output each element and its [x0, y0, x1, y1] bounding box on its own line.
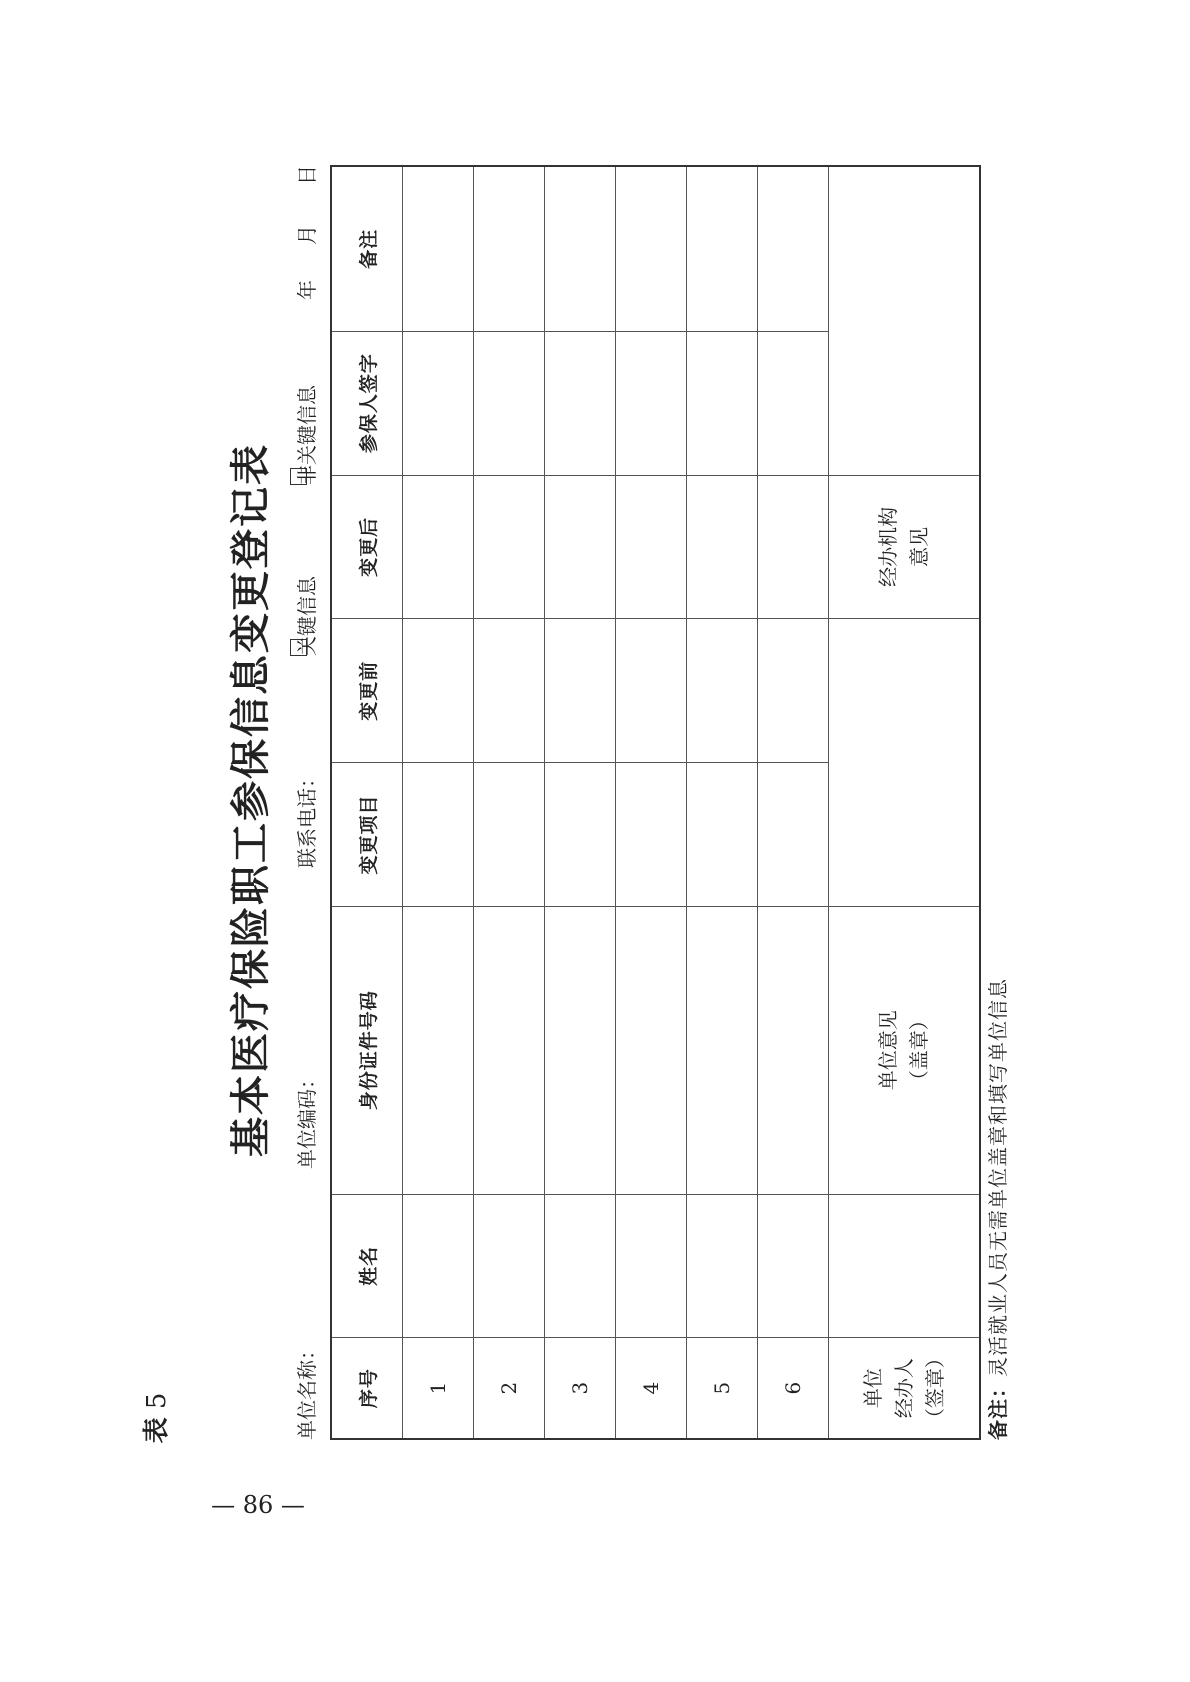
after-change-cell[interactable] — [545, 475, 616, 619]
agency-opinion-line2: 意见 — [907, 526, 931, 567]
year-label: 年 — [295, 280, 319, 300]
table-number: 5 — [142, 1392, 172, 1410]
unit-opinion-label — [829, 906, 981, 1194]
unit-handler-signature-cell[interactable] — [829, 1194, 981, 1338]
change-item-cell[interactable] — [545, 763, 616, 907]
change-item-cell[interactable] — [616, 763, 687, 907]
change-item-cell[interactable] — [474, 763, 545, 907]
remarks-cell[interactable] — [403, 166, 474, 331]
unit-name-label: 单位名称： — [295, 1340, 319, 1440]
signature-cell[interactable] — [545, 331, 616, 475]
unit-handler-line3: （签章） — [922, 1348, 947, 1429]
footnote — [980, 160, 1016, 1440]
table-row — [687, 166, 758, 1439]
remarks-cell[interactable] — [758, 166, 829, 331]
change-item-cell[interactable] — [758, 763, 829, 907]
row-number: 4 — [616, 1338, 687, 1439]
unit-code-label: 单位编码： — [295, 1069, 319, 1169]
header-name: 姓名 — [331, 1194, 403, 1338]
signature-cell[interactable] — [758, 331, 829, 475]
unit-handler-label — [829, 1338, 981, 1439]
name-cell[interactable] — [687, 1194, 758, 1338]
row-number: 3 — [545, 1338, 616, 1439]
row-number: 1 — [403, 1338, 474, 1439]
id-number-cell[interactable] — [687, 906, 758, 1194]
name-cell[interactable] — [758, 1194, 829, 1338]
header-insured-signature: 参保人签字 — [331, 331, 403, 475]
document-title: 基本医疗保险职工参保信息变更登记表 — [227, 443, 274, 1157]
unit-opinion-line2: （盖章） — [907, 1010, 931, 1091]
remarks-cell[interactable] — [474, 166, 545, 331]
row-number: 6 — [758, 1338, 829, 1439]
unit-handler-line2: 经办人 — [891, 1358, 916, 1419]
table-header-row — [331, 166, 403, 1439]
unit-opinion-cell[interactable] — [829, 619, 981, 907]
after-change-cell[interactable] — [758, 475, 829, 619]
table-row — [474, 166, 545, 1439]
before-change-cell[interactable] — [403, 619, 474, 763]
header-before-change: 变更前 — [331, 619, 403, 763]
before-change-cell[interactable] — [758, 619, 829, 763]
header-remarks: 备注 — [331, 166, 403, 331]
approval-row — [829, 166, 981, 1439]
name-cell[interactable] — [403, 1194, 474, 1338]
row-number: 2 — [474, 1338, 545, 1439]
form-info-line — [290, 160, 324, 1440]
name-cell[interactable] — [545, 1194, 616, 1338]
row-number: 5 — [687, 1338, 758, 1439]
before-change-cell[interactable] — [545, 619, 616, 763]
header-change-item: 变更项目 — [331, 763, 403, 907]
table-number-label — [137, 1373, 177, 1463]
table-row — [616, 166, 687, 1439]
change-item-cell[interactable] — [403, 763, 474, 907]
table-row — [758, 166, 829, 1439]
before-change-cell[interactable] — [687, 619, 758, 763]
id-number-cell[interactable] — [616, 906, 687, 1194]
id-number-cell[interactable] — [474, 906, 545, 1194]
registration-table — [330, 165, 981, 1440]
phone-label: 联系电话： — [295, 768, 319, 868]
signature-cell[interactable] — [616, 331, 687, 475]
agency-opinion-cell[interactable] — [829, 166, 981, 475]
agency-opinion-label — [829, 475, 981, 619]
footnote-text: 灵活就业人员无需单位盖章和填写单位信息 — [986, 978, 1010, 1377]
day-label: 日 — [295, 165, 319, 185]
after-change-cell[interactable] — [687, 475, 758, 619]
before-change-cell[interactable] — [474, 619, 545, 763]
remarks-cell[interactable] — [545, 166, 616, 331]
table-label: 表 — [142, 1417, 172, 1444]
header-after-change: 变更后 — [331, 475, 403, 619]
remarks-cell[interactable] — [616, 166, 687, 331]
signature-cell[interactable] — [403, 331, 474, 475]
key-info-label: 关键信息 — [295, 576, 319, 656]
unit-handler-line1: 单位 — [860, 1368, 885, 1409]
after-change-cell[interactable] — [403, 475, 474, 619]
header-id-number: 身份证件号码 — [331, 906, 403, 1194]
remarks-cell[interactable] — [687, 166, 758, 331]
name-cell[interactable] — [474, 1194, 545, 1338]
unit-opinion-line1: 单位意见 — [876, 1010, 900, 1091]
page-number: — 86 — — [211, 1491, 305, 1519]
after-change-cell[interactable] — [474, 475, 545, 619]
id-number-cell[interactable] — [403, 906, 474, 1194]
agency-opinion-line1: 经办机构 — [876, 506, 900, 587]
rotated-form-sheet — [215, 160, 1010, 1440]
name-cell[interactable] — [616, 1194, 687, 1338]
footnote-label: 备注： — [986, 1377, 1010, 1440]
id-number-cell[interactable] — [545, 906, 616, 1194]
id-number-cell[interactable] — [758, 906, 829, 1194]
before-change-cell[interactable] — [616, 619, 687, 763]
after-change-cell[interactable] — [616, 475, 687, 619]
nonkey-info-label: 非关键信息 — [295, 385, 319, 485]
signature-cell[interactable] — [687, 331, 758, 475]
table-row — [403, 166, 474, 1439]
change-item-cell[interactable] — [687, 763, 758, 907]
month-label: 月 — [295, 225, 319, 245]
header-seq: 序号 — [331, 1338, 403, 1439]
signature-cell[interactable] — [474, 331, 545, 475]
table-row — [545, 166, 616, 1439]
